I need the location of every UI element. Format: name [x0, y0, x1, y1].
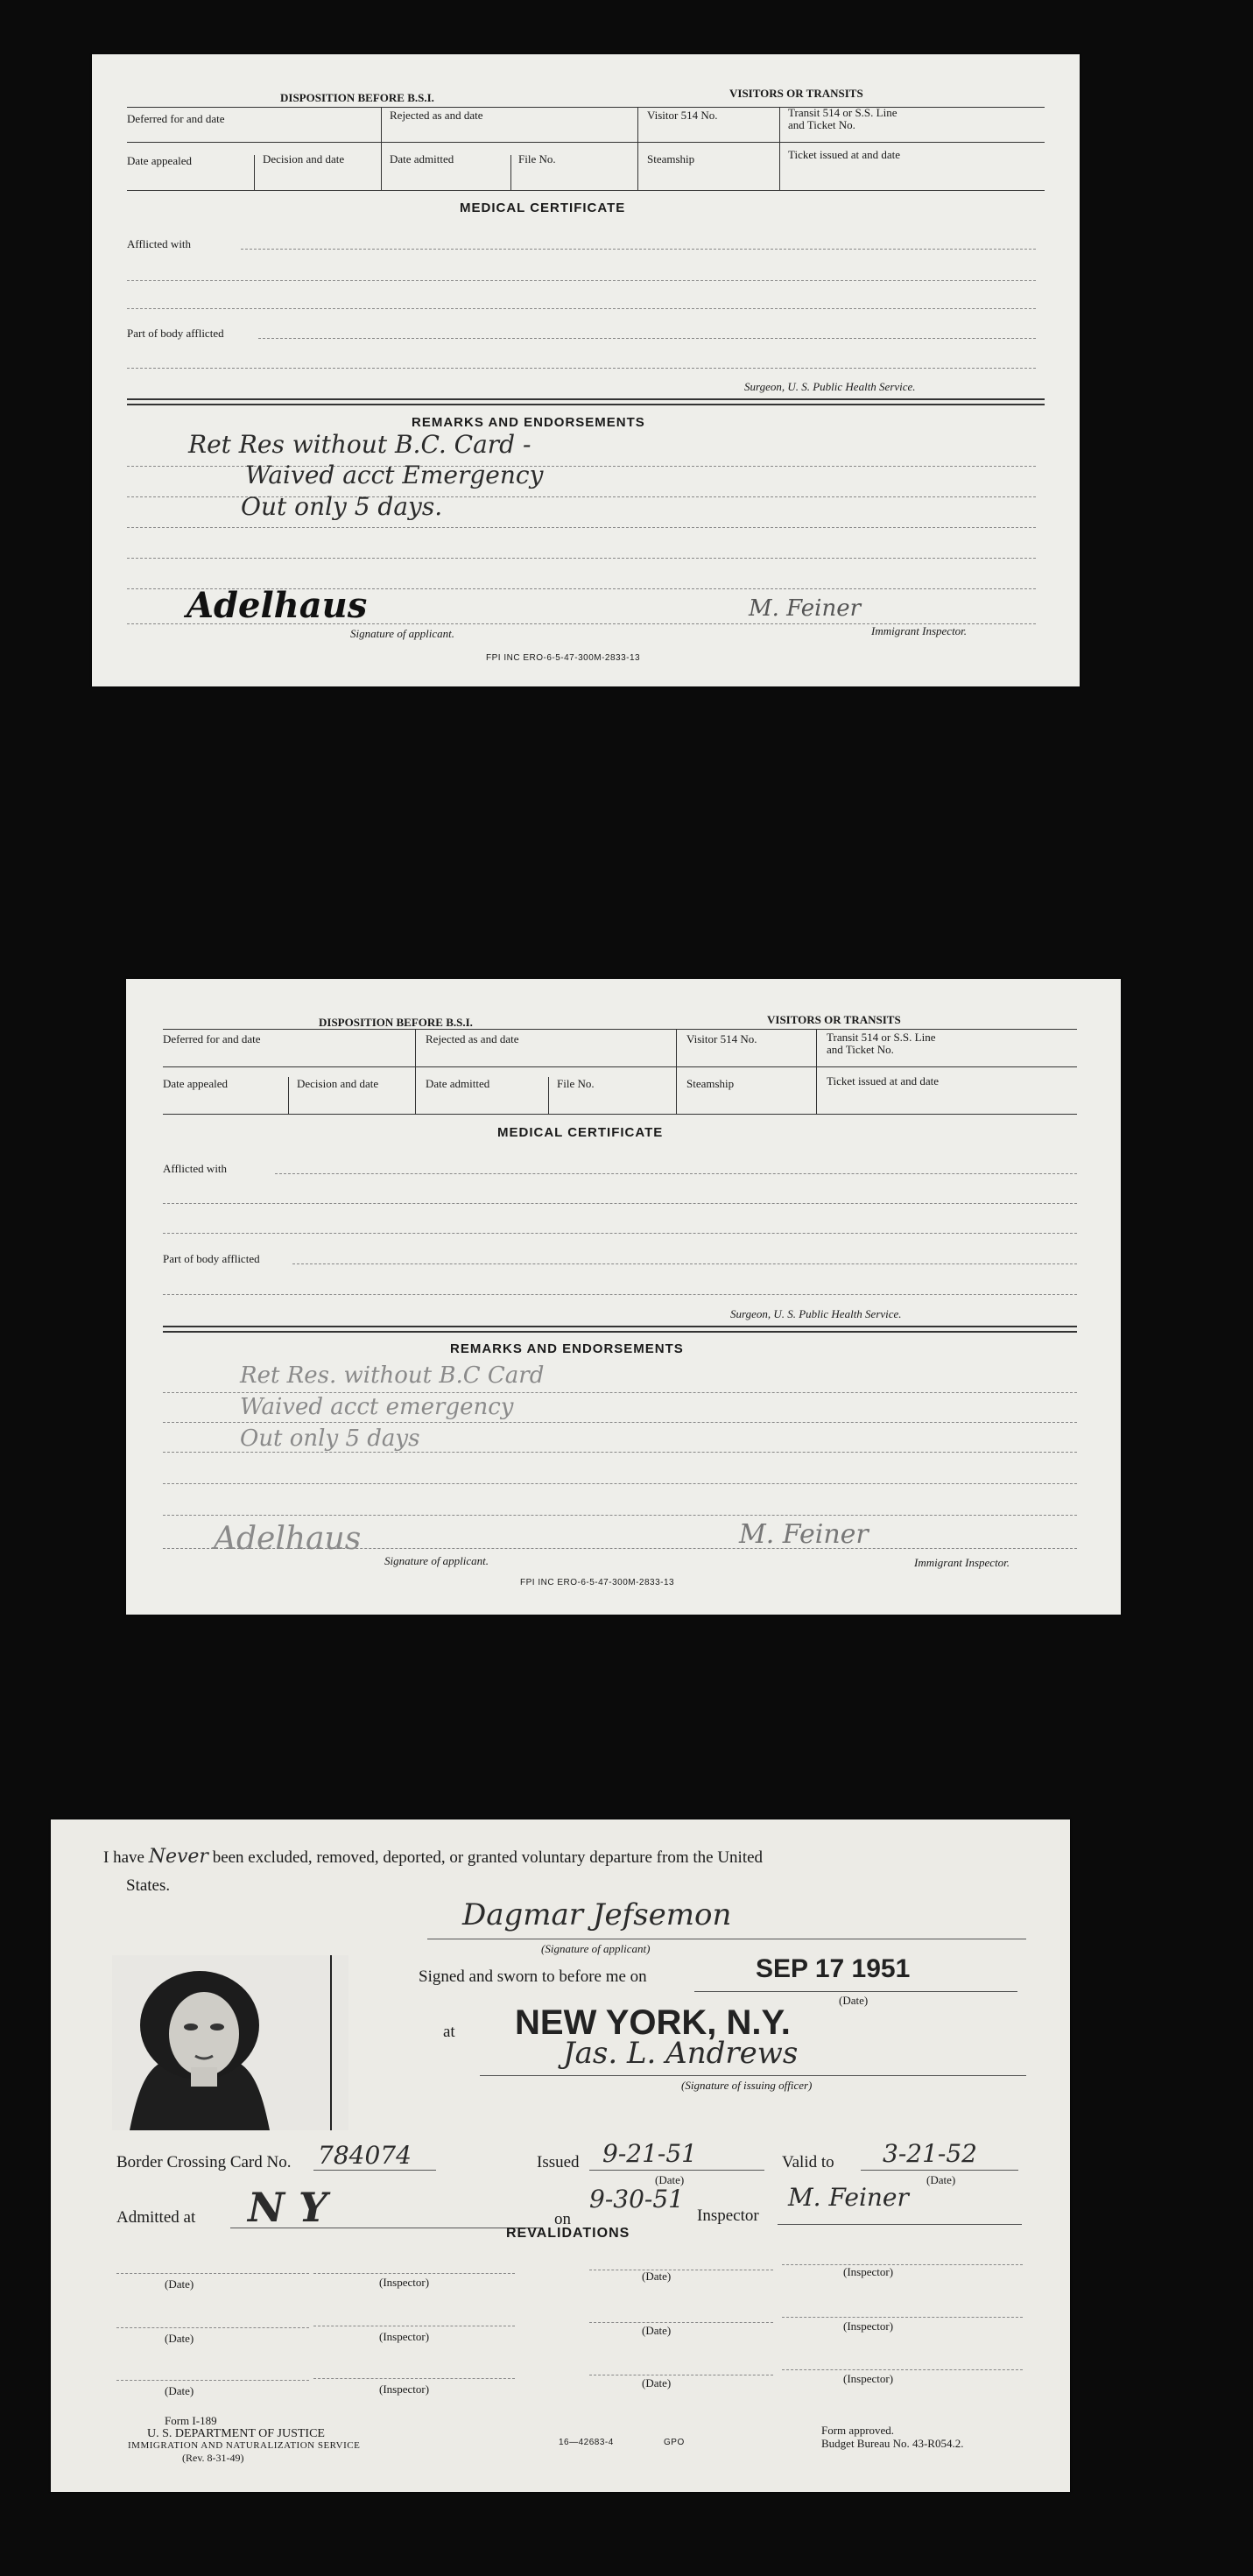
divider	[127, 107, 1045, 108]
place-stamp: NEW YORK, N.Y.	[515, 2003, 791, 2042]
dotted-line	[127, 368, 1036, 369]
budget-bureau-label: Budget Bureau No. 43-R054.2.	[821, 2437, 964, 2450]
remarks-heading: REMARKS AND ENDORSEMENTS	[412, 415, 645, 430]
visitors-header: VISITORS OR TRANSITS	[729, 87, 863, 100]
form-code: FPI INC ERO-6-5-47-300M-2833-13	[486, 653, 641, 663]
dotted-line	[241, 249, 1036, 250]
disposition-header: DISPOSITION BEFORE B.S.I.	[319, 1016, 473, 1029]
divider	[676, 1029, 677, 1114]
ticket-issued-label: Ticket issued at and date	[827, 1074, 940, 1087]
date-appealed-label: Date appealed	[127, 154, 192, 167]
divider	[637, 107, 638, 190]
issued-date: 9-21-51	[602, 2139, 697, 2168]
dotted-line	[116, 2380, 309, 2381]
ins-label: IMMIGRATION AND NATURALIZATION SERVICE	[128, 2440, 361, 2451]
dotted-line	[163, 1483, 1077, 1484]
file-no-label: File No.	[518, 152, 556, 165]
remark-line-3: Out only 5 days	[240, 1425, 420, 1452]
officer-signature: Jas. L. Andrews	[563, 2036, 799, 2071]
medical-certificate-card-1	[92, 54, 1080, 686]
dotted-line	[275, 1173, 1077, 1174]
divider	[163, 1331, 1077, 1333]
dotted-line	[163, 1422, 1077, 1423]
divider	[589, 2170, 764, 2171]
dotted-line	[163, 1515, 1077, 1516]
deferred-label: Deferred for and date	[163, 1032, 261, 1045]
gpo-label: GPO	[664, 2438, 685, 2447]
dotted-line	[313, 2378, 515, 2379]
states-label: States.	[126, 1876, 171, 1895]
form-approved-label: Form approved.	[821, 2424, 895, 2437]
divider	[288, 1077, 289, 1114]
afflicted-label: Afflicted with	[163, 1162, 228, 1175]
admitted-place: N Y	[248, 2184, 327, 2231]
divider	[779, 107, 780, 190]
dotted-line	[163, 1203, 1077, 1204]
dotted-line	[782, 2264, 1023, 2265]
inspector-paren: (Inspector)	[843, 2372, 894, 2385]
divider	[480, 2075, 1026, 2076]
dotted-line	[127, 527, 1036, 528]
date-label: (Date)	[655, 2173, 685, 2186]
applicant-signature: Adelhaus	[187, 585, 368, 626]
divider	[254, 155, 255, 190]
form-code: FPI INC ERO-6-5-47-300M-2833-13	[520, 1578, 675, 1587]
dotted-line	[163, 1294, 1077, 1295]
remark-line-1: Ret Res. without B.C Card	[240, 1362, 545, 1389]
divider	[415, 1029, 416, 1114]
sig-officer-label: (Signature of issuing officer)	[681, 2079, 813, 2092]
issued-label: Issued	[537, 2153, 580, 2171]
date-label: (Date)	[165, 2332, 194, 2345]
valid-label: Valid to	[782, 2153, 834, 2171]
divider	[381, 107, 382, 190]
ticket-issued-label: Ticket issued at and date	[788, 148, 901, 161]
divider	[127, 142, 1045, 143]
statement-line	[103, 1848, 763, 1867]
disposition-header: DISPOSITION BEFORE B.S.I.	[280, 91, 434, 104]
sig-applicant-label: Signature of applicant.	[350, 627, 455, 640]
medical-certificate-heading: MEDICAL CERTIFICATE	[497, 1125, 664, 1140]
ticket-no-label: and Ticket No.	[788, 118, 855, 131]
rejected-label: Rejected as and date	[390, 109, 483, 122]
divider	[313, 2170, 436, 2171]
inspector-signature: M. Feiner	[749, 595, 862, 622]
inspector-paren: (Inspector)	[379, 2276, 430, 2289]
inspector-label: Inspector	[697, 2206, 759, 2225]
visitor-514-label: Visitor 514 No.	[686, 1032, 757, 1045]
on-label: on	[554, 2210, 571, 2228]
bcc-label: Border Crossing Card No.	[116, 2153, 292, 2171]
divider	[861, 2170, 1018, 2171]
dotted-line	[116, 2327, 309, 2328]
gpo-code: 16—42683-4	[559, 2438, 614, 2447]
divider	[127, 190, 1045, 191]
dotted-line	[163, 1452, 1077, 1453]
transit-514-label: Transit 514 or S.S. Line	[827, 1031, 936, 1044]
inspector-paren: (Inspector)	[379, 2330, 430, 2343]
sig-applicant-label: (Signature of applicant)	[541, 1942, 651, 1955]
remark-line-2: Waived acct Emergency	[245, 461, 544, 489]
date-label: (Date)	[642, 2324, 672, 2337]
surgeon-label: Surgeon, U. S. Public Health Service.	[730, 1307, 902, 1320]
revalidations-heading: REVALIDATIONS	[506, 2226, 630, 2241]
remarks-heading: REMARKS AND ENDORSEMENTS	[450, 1341, 684, 1356]
dotted-line	[313, 2273, 515, 2274]
date-label: (Date)	[642, 2376, 672, 2389]
applicant-signature: Adelhaus	[214, 1521, 362, 1557]
divider	[163, 1066, 1077, 1067]
remark-line-3: Out only 5 days.	[241, 492, 443, 521]
dotted-line	[589, 2322, 773, 2323]
divider	[548, 1077, 549, 1114]
surgeon-label: Surgeon, U. S. Public Health Service.	[744, 380, 916, 393]
never-handwritten: Never	[148, 1846, 208, 1868]
remark-line-1: Ret Res without B.C. Card -	[188, 430, 531, 459]
medical-certificate-card-2	[126, 979, 1121, 1615]
dotted-line	[116, 2273, 309, 2274]
dotted-line	[127, 308, 1036, 309]
dotted-line	[163, 1392, 1077, 1393]
date-label: (Date)	[926, 2173, 956, 2186]
date-label: (Date)	[839, 1994, 869, 2007]
date-label: (Date)	[165, 2277, 194, 2291]
part-body-label: Part of body afflicted	[163, 1252, 260, 1265]
date-label: (Date)	[642, 2270, 672, 2283]
admitted-label: Admitted at	[116, 2208, 196, 2227]
divider	[127, 398, 1045, 400]
dotted-line	[163, 1233, 1077, 1234]
decision-label: Decision and date	[263, 152, 345, 165]
divider	[694, 1991, 1017, 1992]
sig-applicant-label: Signature of applicant.	[384, 1554, 489, 1567]
date-appealed-label: Date appealed	[163, 1077, 228, 1090]
inspector-paren: (Inspector)	[379, 2382, 430, 2396]
date-label: (Date)	[165, 2384, 194, 2397]
divider	[127, 404, 1045, 405]
divider	[816, 1029, 817, 1114]
admitted-date: 9-30-51	[589, 2185, 684, 2214]
medical-certificate-heading: MEDICAL CERTIFICATE	[460, 201, 626, 215]
immigrant-inspector-label: Immigrant Inspector.	[914, 1556, 1010, 1569]
divider	[163, 1029, 1077, 1030]
visitors-header: VISITORS OR TRANSITS	[767, 1013, 901, 1026]
part-body-label: Part of body afflicted	[127, 327, 224, 340]
transit-514-label: Transit 514 or S.S. Line	[788, 106, 898, 119]
dotted-line	[127, 280, 1036, 281]
date-admitted-label: Date admitted	[426, 1077, 490, 1090]
afflicted-label: Afflicted with	[127, 237, 192, 250]
bcc-number: 784074	[318, 2141, 412, 2170]
remark-line-2: Waived acct emergency	[240, 1394, 514, 1420]
signed-sworn-label: Signed and sworn to before me on	[419, 1967, 647, 1986]
divider	[163, 1326, 1077, 1327]
inspector-signature: M. Feiner	[788, 2183, 909, 2212]
divider	[163, 1114, 1077, 1115]
applicant-photo	[112, 1955, 348, 2130]
border-crossing-card	[51, 1819, 1070, 2492]
excluded-text: been excluded, removed, deported, or granted voluntary departure from the United	[212, 1848, 764, 1867]
date-admitted-label: Date admitted	[390, 152, 454, 165]
form-number: Form I-189	[165, 2414, 217, 2427]
immigrant-inspector-label: Immigrant Inspector.	[871, 624, 968, 637]
deferred-label: Deferred for and date	[127, 112, 225, 125]
department-label: U. S. DEPARTMENT OF JUSTICE	[147, 2427, 325, 2440]
applicant-name-signature: Dagmar Jefsemon	[462, 1897, 732, 1932]
revision-label: (Rev. 8-31-49)	[182, 2452, 244, 2464]
valid-date: 3-21-52	[883, 2139, 977, 2168]
inspector-paren: (Inspector)	[843, 2265, 894, 2278]
decision-label: Decision and date	[297, 1077, 379, 1090]
visitor-514-label: Visitor 514 No.	[647, 109, 718, 122]
dotted-line	[258, 338, 1036, 339]
at-label: at	[443, 2023, 455, 2041]
steamship-label: Steamship	[647, 152, 695, 165]
file-no-label: File No.	[557, 1077, 595, 1090]
i-have-label: I have	[103, 1848, 144, 1867]
divider	[510, 155, 511, 190]
ticket-no-label: and Ticket No.	[827, 1043, 894, 1056]
inspector-signature: M. Feiner	[739, 1519, 869, 1550]
dotted-line	[127, 558, 1036, 559]
dotted-line	[782, 2369, 1023, 2370]
dotted-line	[782, 2317, 1023, 2318]
steamship-label: Steamship	[686, 1077, 735, 1090]
date-stamp: SEP 17 1951	[756, 1954, 911, 1983]
dotted-line	[292, 1263, 1077, 1264]
inspector-paren: (Inspector)	[843, 2319, 894, 2333]
rejected-label: Rejected as and date	[426, 1032, 519, 1045]
divider	[778, 2224, 1022, 2225]
